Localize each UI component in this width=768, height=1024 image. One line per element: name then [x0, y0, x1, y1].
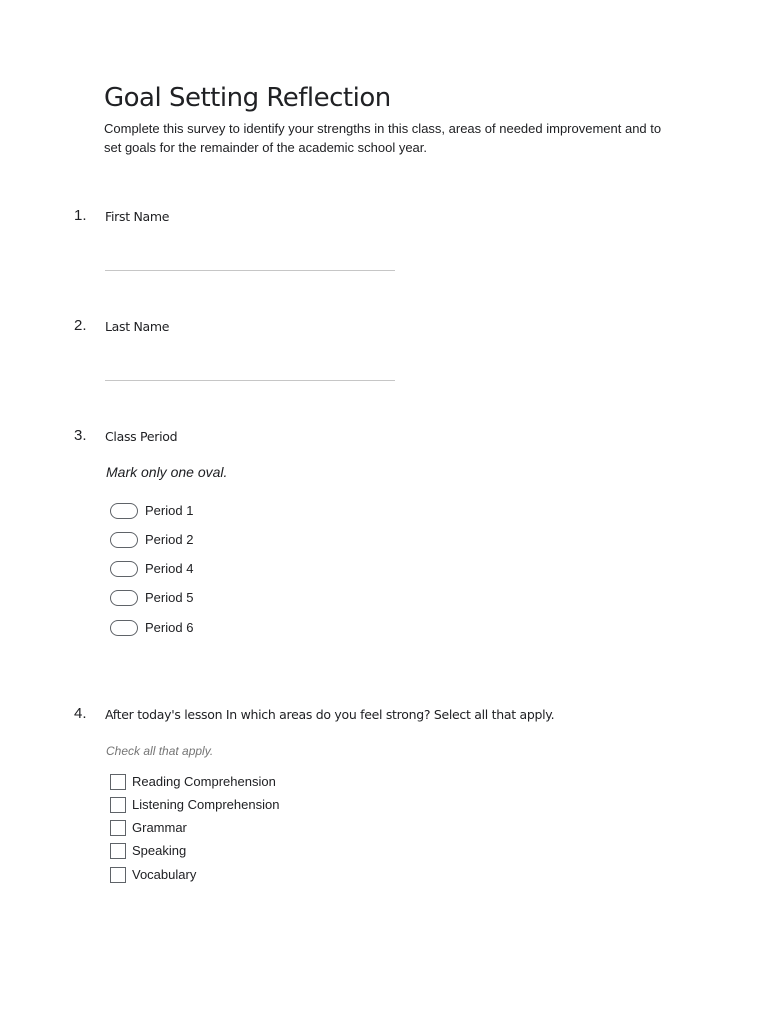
question-instruction: Mark only one oval. — [106, 464, 228, 480]
oval-radio[interactable] — [110, 561, 138, 577]
checkbox[interactable] — [110, 867, 126, 883]
radio-option[interactable] — [110, 530, 193, 550]
oval-radio[interactable] — [110, 532, 138, 548]
question-instruction: Check all that apply. — [106, 744, 214, 758]
question-title: After today's lesson In which areas do you feel strong? Select all that apply. — [105, 707, 555, 722]
option-label: Period 4 — [145, 561, 194, 576]
checkbox[interactable] — [110, 774, 126, 790]
first-name-answer-line[interactable] — [105, 270, 395, 271]
oval-radio[interactable] — [110, 620, 138, 636]
checkbox-option[interactable] — [110, 772, 276, 792]
oval-radio[interactable] — [110, 590, 138, 606]
radio-option[interactable] — [110, 618, 193, 638]
last-name-answer-line[interactable] — [105, 380, 395, 381]
option-label: Speaking — [132, 843, 187, 858]
question-title: Last Name — [105, 319, 170, 334]
radio-option[interactable] — [110, 588, 193, 608]
form-description: Complete this survey to identify your strengths in this class, areas of needed improvement and to set goals for the remainder of the academic school year. — [104, 121, 662, 155]
option-label: Period 6 — [145, 620, 194, 635]
option-label: Reading Comprehension — [132, 774, 276, 789]
checkbox[interactable] — [110, 820, 126, 836]
checkbox[interactable] — [110, 797, 126, 813]
option-label: Vocabulary — [132, 867, 197, 882]
oval-radio[interactable] — [110, 503, 138, 519]
question-number: 4. — [74, 705, 87, 722]
checkbox-option[interactable] — [110, 865, 196, 885]
radio-option[interactable] — [110, 501, 193, 521]
checkbox-option[interactable] — [110, 818, 187, 838]
checkbox[interactable] — [110, 843, 126, 859]
option-label: Listening Comprehension — [132, 797, 280, 812]
question-number: 2. — [74, 317, 87, 334]
checkbox-option[interactable] — [110, 795, 279, 815]
checkbox-option[interactable] — [110, 841, 186, 861]
question-number: 1. — [74, 207, 87, 224]
form-title: Goal Setting Reflection — [104, 83, 391, 113]
question-title: Class Period — [105, 429, 178, 444]
option-label: Period 5 — [145, 590, 194, 605]
option-label: Period 2 — [145, 532, 194, 547]
question-title: First Name — [105, 209, 170, 224]
option-label: Grammar — [132, 820, 187, 835]
question-number: 3. — [74, 427, 87, 444]
option-label: Period 1 — [145, 503, 194, 518]
radio-option[interactable] — [110, 559, 193, 579]
